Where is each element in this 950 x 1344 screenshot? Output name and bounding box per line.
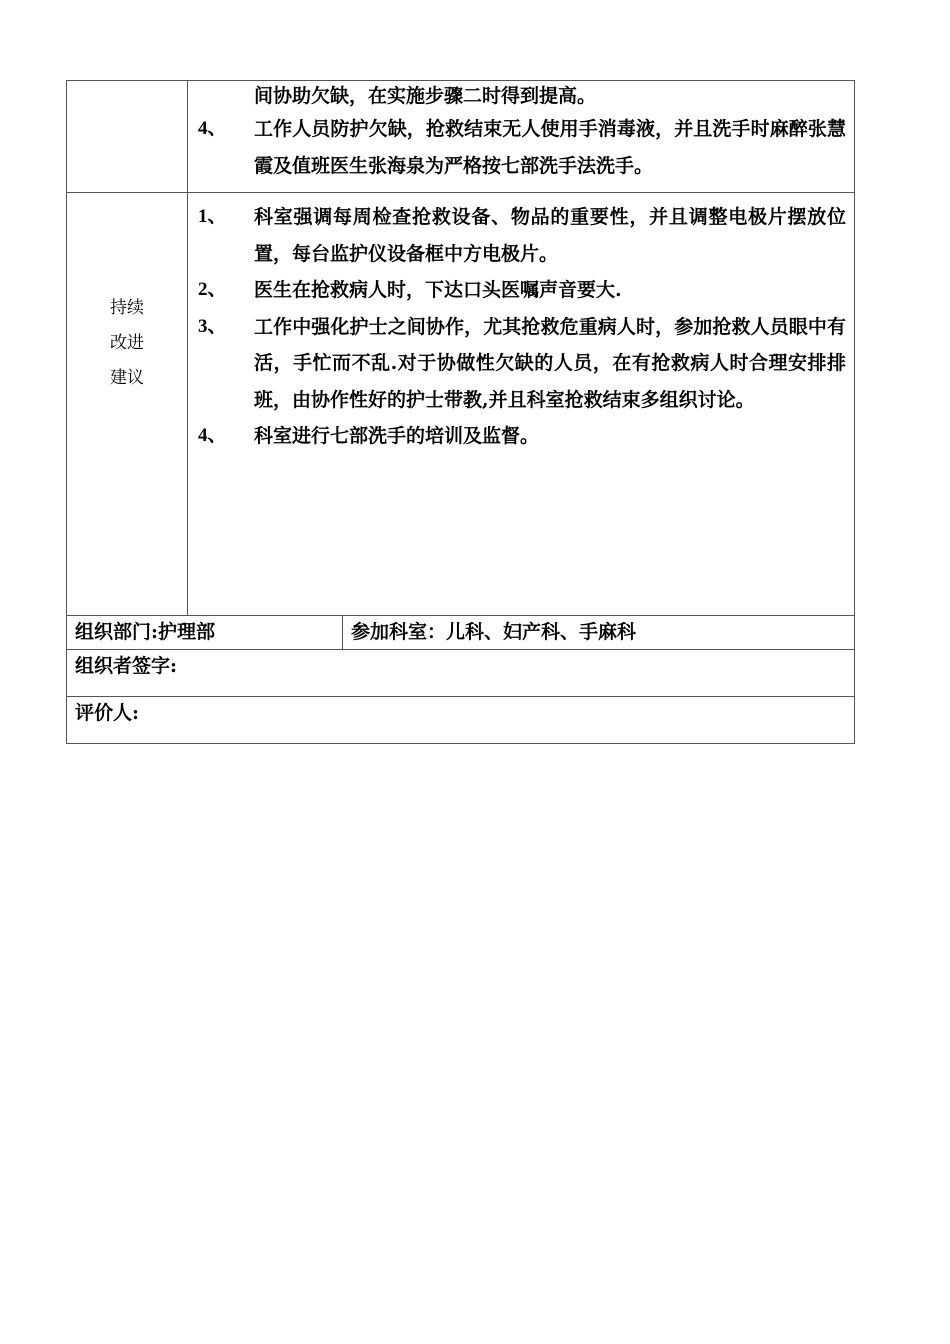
item-text: 科室强调每周检查抢救设备、物品的重要性，并且调整电极片摆放位置，每台监护仪设备框中方电极片。	[254, 206, 847, 265]
org-row	[67, 616, 855, 650]
list-item	[198, 111, 846, 184]
label-line: 改进	[110, 333, 144, 353]
empty-label-cell	[67, 81, 188, 193]
item-text: 工作中强化护士之间协作，尤其抢救危重病人时，参加抢救人员眼中有活，手忙而不乱.对于协做性欠缺的人员，在有抢救病人时合理安排排班，由协作性好的护士带教,并且科室抢救结束多组织讨论。	[254, 315, 847, 411]
item-number: 1、	[198, 206, 227, 227]
list-item	[198, 199, 846, 272]
suggestions-row	[67, 193, 855, 616]
list-item	[198, 418, 846, 455]
continued-text: 间协助欠缺，在实施步骤二时得到提高。	[254, 85, 597, 107]
suggestions-label-cell	[67, 193, 188, 616]
label-line: 建议	[110, 368, 144, 388]
evaluator-cell: 评价人:	[67, 697, 855, 744]
suggestions-label	[67, 193, 187, 396]
organizer-sign-row	[67, 650, 855, 697]
item-number: 4、	[198, 118, 227, 139]
organizer-sign-cell: 组织者签字:	[67, 650, 855, 697]
org-dept-cell: 组织部门:护理部	[67, 616, 343, 650]
item-number: 3、	[198, 315, 227, 337]
list-item	[198, 272, 846, 309]
item-text: 工作人员防护欠缺，抢救结束无人使用手消毒液，并且洗手时麻醉张慧霞及值班医生张海泉为严格按七部洗手法洗手。	[254, 118, 847, 177]
label-line: 持续	[110, 298, 144, 318]
document-sheet	[66, 80, 854, 744]
participating-dept-cell: 参加科室：儿科、妇产科、手麻科	[343, 616, 855, 650]
evaluator-row	[67, 697, 855, 744]
record-table	[66, 80, 855, 744]
item-text: 科室进行七部洗手的培训及监督。	[254, 425, 540, 447]
item-number: 2、	[198, 279, 227, 300]
problem-content-cell	[188, 81, 855, 193]
list-item	[198, 309, 846, 419]
item-number: 4、	[198, 425, 227, 446]
problem-continuation-row	[67, 81, 855, 193]
suggestions-content-cell	[188, 193, 855, 616]
item-text: 医生在抢救病人时，下达口头医嘱声音要大.	[254, 279, 622, 301]
